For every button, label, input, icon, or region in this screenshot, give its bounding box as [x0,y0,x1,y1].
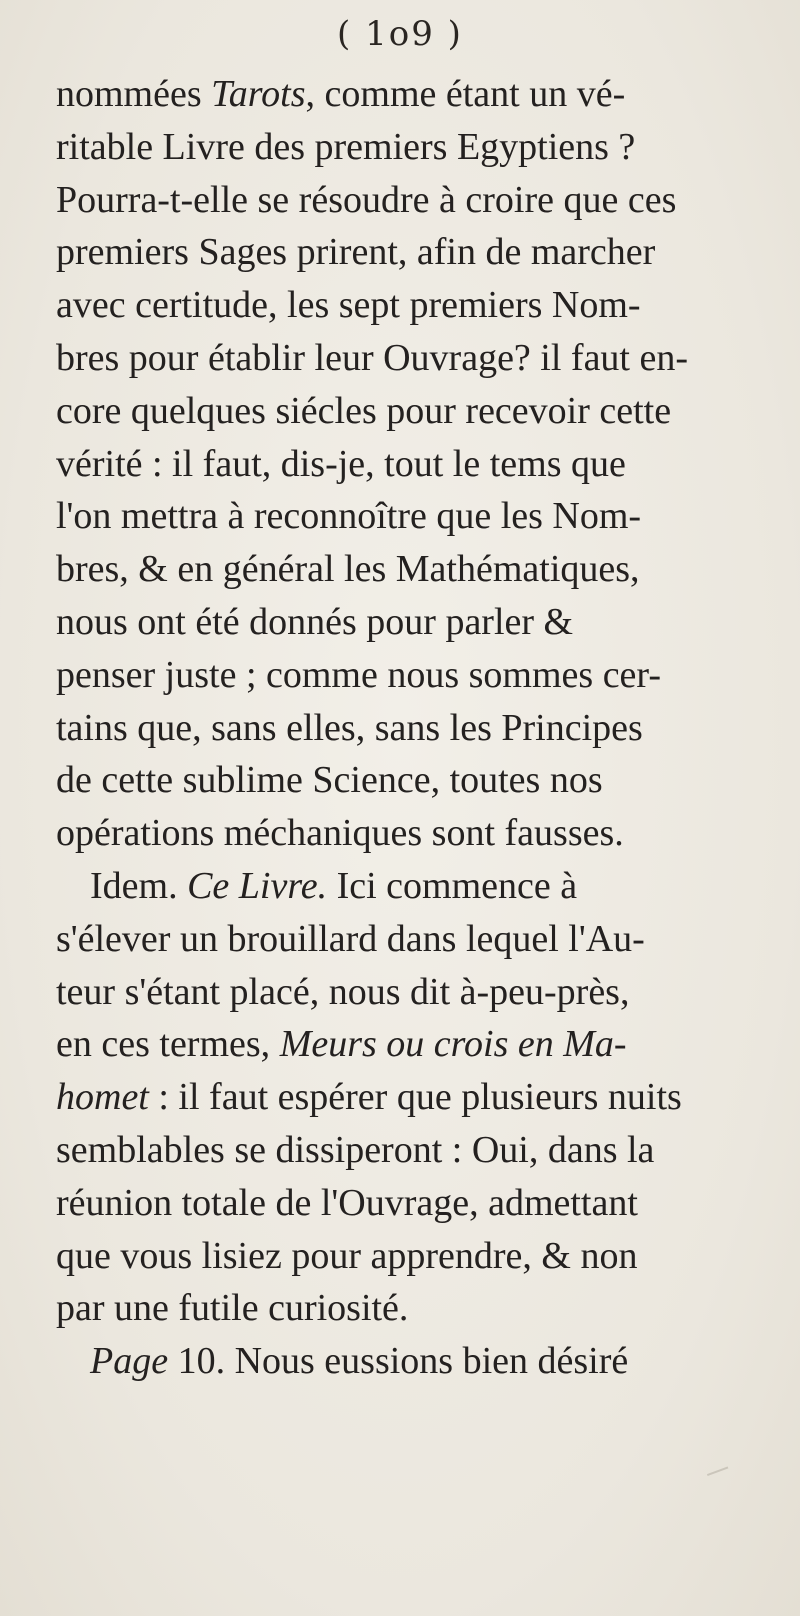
text-line: opérations méchaniques sont fausses. [56,812,624,855]
text-fragment: Idem. [90,864,188,907]
italic-term: Page [90,1340,169,1383]
italic-term: Ce Livre. [187,864,328,907]
text-line: bres, & en général les Mathématiques, [56,548,640,591]
text-line [56,1018,796,1071]
text-line: s'élever un brouillard dans lequel l'Au- [56,917,645,960]
text-line [56,68,796,121]
text-line: de cette sublime Science, toutes nos [56,759,603,802]
text-line [56,860,796,913]
text-line: teur s'étant placé, nous dit à-peu-près, [56,970,630,1013]
italic-term: homet [56,1076,149,1119]
text-fragment: nommées [56,73,212,115]
text-fragment: : il faut espérer que plusieurs nuits [148,1076,682,1119]
text-fragment: en ces termes, [56,1023,280,1066]
text-line: que vous lisiez pour apprendre, & non [56,1234,638,1277]
text-line [56,1071,796,1124]
text-line: bres pour établir leur Ouvrage? il faut en- [56,336,689,379]
text-line: ritable Livre des premiers Egyptiens ? [56,125,636,168]
body-text [56,68,796,1388]
text-fragment: 10. Nous eussions bien désiré [168,1340,629,1383]
text-line [56,1335,796,1388]
text-line: avec certitude, les sept premiers Nom- [56,284,641,327]
text-line: vérité : il faut, dis-je, tout le tems que [56,442,626,485]
text-line: penser juste ; comme nous sommes cer- [56,653,661,696]
text-fragment: , comme étant un vé- [305,73,626,115]
page-number: ( 1o9 ) [337,14,463,54]
italic-term: Meurs ou crois en Ma- [279,1023,627,1066]
text-fragment: Ici commence à [327,864,578,907]
text-line: semblables se dissiperont : Oui, dans la [56,1128,655,1171]
text-line: l'on mettra à reconnoître que les Nom- [56,495,642,538]
paper-mark [707,1467,731,1484]
text-line: tains que, sans elles, sans les Principes [56,706,643,749]
text-line: réunion totale de l'Ouvrage, admettant [56,1181,638,1224]
text-line: par une futile curiosité. [56,1287,409,1330]
text-line: Pourra-t-elle se résoudre à croire que ces [56,178,677,221]
text-line: premiers Sages prirent, afin de marcher [56,231,656,274]
text-line: nous ont été donnés pour parler & [56,600,574,643]
italic-term: Tarots [211,73,306,115]
text-line: core quelques siécles pour recevoir cette [56,389,672,432]
